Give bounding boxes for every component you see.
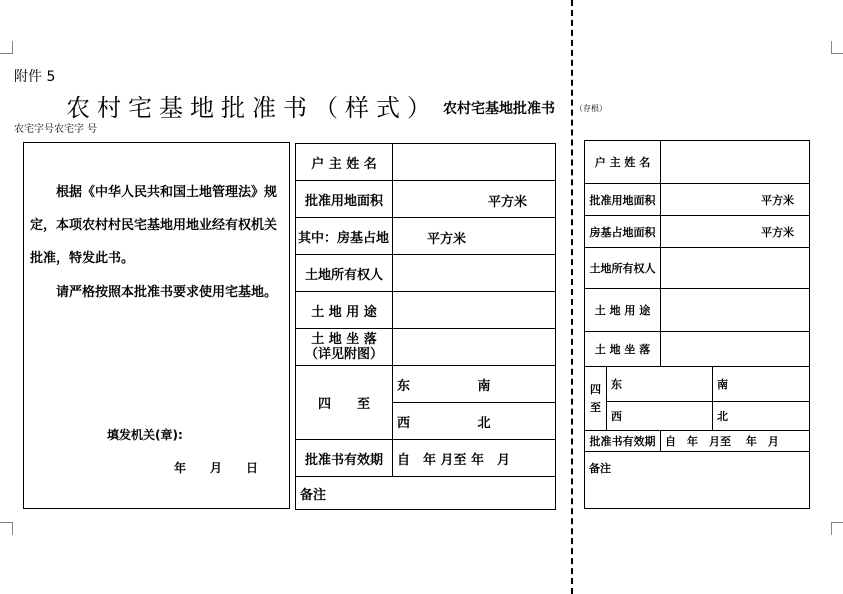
west-field[interactable] [393,403,474,440]
land-location-field[interactable] [393,329,556,366]
stub-land-use-label: 土 地 用 途 [585,289,661,332]
stub-remarks-label: 备注 [589,462,611,475]
stub-remarks-field[interactable] [585,452,810,509]
stub-validity-label: 批准书有效期 [585,431,661,452]
stub-owner-label: 户 主 姓 名 [585,141,661,184]
stub-east-field[interactable] [607,367,713,402]
stub-south-field[interactable] [713,367,810,402]
crop-mark [831,522,843,535]
stub-land-location-field[interactable] [661,332,810,367]
land-location-label [296,329,393,366]
certificate-paragraph-2: 请严格按照本批准书要求使用宅基地。 [56,285,278,300]
land-use-field[interactable] [393,292,556,329]
land-owner-label: 土地所有权人 [296,255,393,292]
stub-land-use-field[interactable] [661,289,810,332]
crop-mark [0,41,13,54]
east-label: 东 [397,378,411,394]
east-field[interactable] [393,366,474,403]
approved-area-field[interactable] [393,181,556,218]
crop-mark [0,522,13,535]
land-owner-field[interactable] [393,255,556,292]
attachment-label: 附件 5 [14,69,56,85]
building-area-label: 其中：房基占地 [296,218,393,255]
remarks-field[interactable] [296,477,556,510]
west-label: 西 [397,415,411,431]
south-field[interactable] [474,366,556,403]
crop-mark [831,41,843,54]
stub-west-label: 西 [611,410,622,423]
building-area-unit: 平方米 [427,232,467,247]
land-location-text: 土 地 坐 落 [311,332,377,347]
number-line: 农宅字号农宅字 号 [14,124,98,135]
validity-field[interactable]: 自 年 月至 年 月 [393,440,556,477]
north-field[interactable] [474,403,556,440]
approved-area-label: 批准用地面积 [296,181,393,218]
stub-form-table [584,140,810,509]
remarks-label: 备注 [300,487,327,503]
stub-building-area-unit: 平方米 [761,226,794,239]
page-title: 农村宅基地批准书（样式） [66,94,438,122]
stub-north-field[interactable] [713,402,810,431]
stub-north-label: 北 [717,410,728,423]
cut-line [571,0,573,594]
north-label: 北 [477,415,491,431]
owner-label: 户 主 姓 名 [296,144,393,181]
issue-date: 年 月 日 [174,461,259,475]
stub-land-owner-field[interactable] [661,248,810,289]
land-location-note: （详见附图） [304,347,383,362]
south-label: 南 [477,378,491,394]
stub-approved-area-field[interactable] [661,184,810,216]
issuer-label: 填发机关(章): [107,428,183,442]
stub-west-field[interactable] [607,402,713,431]
stub-east-label: 东 [611,378,622,391]
stub-land-owner-label: 土地所有权人 [585,248,661,289]
stub-approved-area-label: 批准用地面积 [585,184,661,216]
main-form-table [295,143,556,510]
stub-approved-area-unit: 平方米 [761,194,794,207]
validity-label: 批准书有效期 [296,440,393,477]
stub-south-label: 南 [717,378,728,391]
land-use-label: 土 地 用 途 [296,292,393,329]
owner-field[interactable] [393,144,556,181]
approved-area-unit: 平方米 [488,195,528,210]
stub-boundaries-label: 四至 [585,367,607,431]
stub-land-location-label: 土 地 坐 落 [585,332,661,367]
stub-building-area-label: 房基占地面积 [585,216,661,248]
certificate-box [23,142,290,509]
stub-building-area-field[interactable] [661,216,810,248]
stub-owner-field[interactable] [661,141,810,184]
building-area-field[interactable] [393,218,556,255]
stub-note: （存根） [575,104,607,113]
stub-validity-field[interactable]: 自 年 月至 年 月 [661,431,810,452]
stub-title: 农村宅基地批准书 [443,101,555,117]
boundaries-label: 四 至 [296,366,393,440]
certificate-paragraph-1: 根据《中华人民共和国土地管理法》规定，本项农村村民宅基地用地业经有权机关批准，特发此书。 [30,185,278,266]
